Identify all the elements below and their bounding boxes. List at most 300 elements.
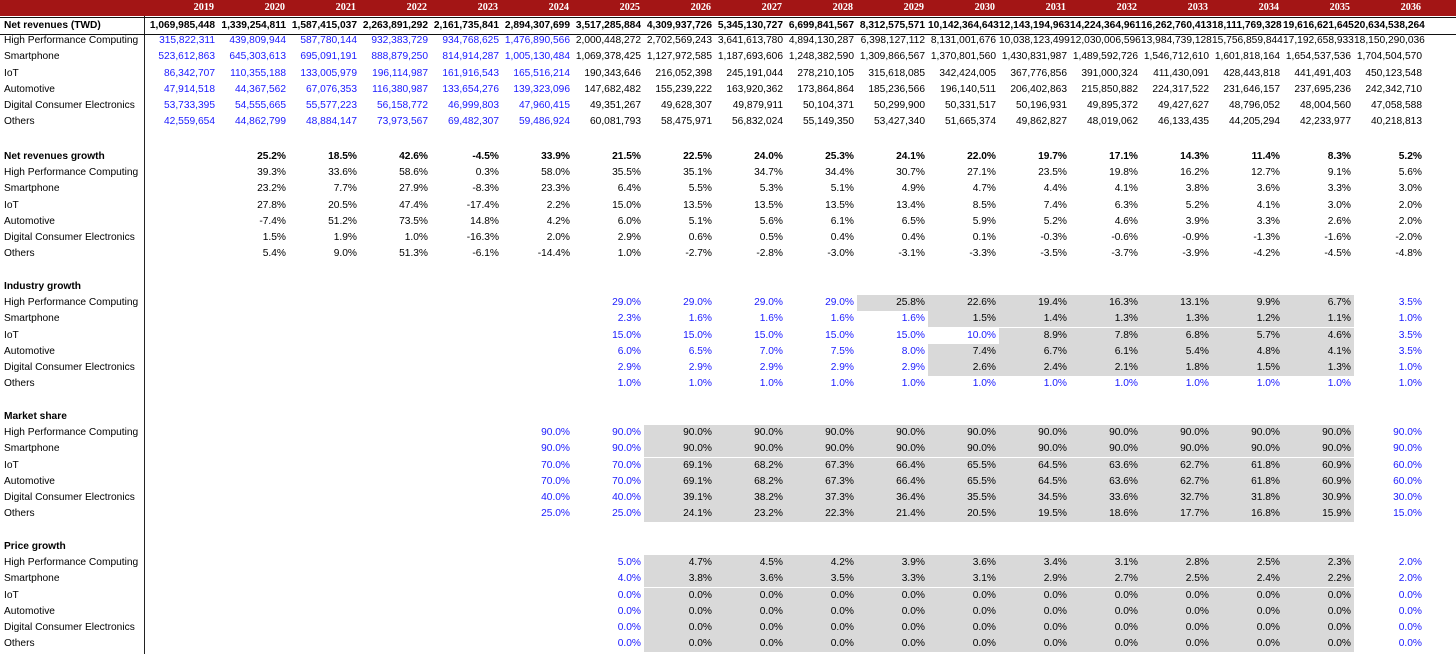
cell-2019[interactable] (145, 376, 218, 392)
cell-2024[interactable]: 33.9% (541, 151, 570, 162)
cell-2032[interactable]: -3.7% (1111, 248, 1138, 260)
cell-2025[interactable]: 35.5% (612, 167, 641, 179)
cell-2019[interactable] (145, 230, 218, 246)
cell-2035[interactable]: 19,616,621,645 (1283, 20, 1354, 31)
cell-2019[interactable] (145, 474, 218, 490)
cell-2020[interactable]: 1.5% (262, 232, 286, 243)
cell-2030[interactable]: 90.0% (928, 441, 999, 457)
cell-2019[interactable] (145, 555, 218, 571)
cell-2030[interactable]: 3.6% (928, 555, 999, 571)
cell-2023[interactable] (431, 588, 502, 604)
cell-2035[interactable]: 1.0% (1327, 378, 1351, 390)
cell-2027[interactable]: 0.0% (715, 636, 786, 652)
cell-2026[interactable]: 6.5% (688, 345, 712, 357)
cell-2032[interactable]: 0.0% (1070, 604, 1141, 620)
cell-2023[interactable]: -4.5% (472, 151, 499, 162)
cell-2032[interactable]: 63.6% (1070, 474, 1141, 490)
cell-2023[interactable]: 2,161,735,841 (433, 20, 499, 31)
cell-2032[interactable]: 17.1% (1109, 151, 1138, 162)
cell-2028[interactable]: 1.6% (830, 313, 854, 325)
row-label[interactable]: Others (4, 638, 35, 650)
row-label[interactable]: High Performance Computing (4, 167, 139, 179)
cell-2026[interactable]: 2,702,569,243 (646, 35, 712, 47)
cell-2034[interactable]: 61.8% (1212, 458, 1283, 474)
row-label[interactable]: IoT (4, 199, 19, 211)
cell-2022[interactable]: 932,383,729 (371, 35, 428, 47)
cell-2024[interactable] (502, 328, 573, 344)
cell-2021[interactable]: 587,780,144 (300, 35, 357, 47)
cell-2036[interactable]: 47,058,588 (1371, 100, 1422, 111)
cell-2024[interactable]: 139,323,096 (513, 83, 570, 95)
cell-2036[interactable]: 90.0% (1393, 443, 1422, 455)
cell-2030[interactable]: 2.6% (928, 360, 999, 376)
cell-2032[interactable]: 7.8% (1070, 328, 1141, 344)
cell-2032[interactable]: 0.0% (1070, 636, 1141, 652)
cell-2036[interactable]: 3.5% (1398, 345, 1422, 357)
cell-2025[interactable]: 6.0% (617, 345, 641, 357)
cell-2024[interactable] (502, 571, 573, 587)
cell-2023[interactable]: 814,914,287 (442, 51, 499, 63)
cell-2029[interactable]: -3.1% (898, 248, 925, 260)
cell-2026[interactable]: 69.1% (644, 458, 715, 474)
cell-2026[interactable]: -2.7% (685, 248, 712, 260)
row-label[interactable]: Others (4, 116, 35, 128)
cell-2031[interactable]: -3.5% (1040, 248, 1067, 260)
cell-2027[interactable]: 1.0% (759, 378, 783, 390)
cell-2028[interactable]: 1,248,382,590 (788, 51, 854, 63)
row-label[interactable]: Smartphone (4, 183, 60, 195)
cell-2032[interactable]: 1.0% (1114, 378, 1138, 390)
cell-2030[interactable]: -3.3% (969, 248, 996, 260)
cell-2025[interactable]: 70.0% (612, 475, 641, 487)
cell-2029[interactable]: 0.0% (857, 636, 928, 652)
cell-2021[interactable] (289, 571, 360, 587)
cell-2021[interactable] (289, 328, 360, 344)
cell-2031[interactable]: 12,143,194,963 (999, 20, 1070, 31)
cell-2036[interactable]: 0.0% (1398, 622, 1422, 633)
cell-2024[interactable] (502, 555, 573, 571)
cell-2031[interactable]: 19.5% (999, 506, 1070, 522)
cell-2035[interactable]: -1.6% (1324, 232, 1351, 243)
cell-2027[interactable]: 1,187,693,606 (717, 51, 783, 63)
cell-2035[interactable]: 441,491,403 (1294, 67, 1351, 79)
cell-2033[interactable]: 6.8% (1141, 328, 1212, 344)
cell-2033[interactable]: 90.0% (1141, 425, 1212, 441)
cell-2022[interactable] (360, 311, 431, 327)
cell-2028[interactable]: 173,864,864 (797, 83, 854, 95)
cell-2031[interactable]: 1.4% (999, 311, 1070, 327)
year-header-2019[interactable]: 2019 (193, 2, 214, 13)
cell-2019[interactable] (145, 198, 218, 214)
cell-2026[interactable]: 0.0% (644, 588, 715, 604)
cell-2022[interactable] (360, 555, 431, 571)
cell-2028[interactable]: 5.1% (830, 183, 854, 195)
year-header-2026[interactable]: 2026 (690, 2, 711, 13)
cell-2035[interactable]: 2.6% (1327, 215, 1351, 227)
cell-2027[interactable]: 34.7% (754, 167, 783, 179)
cell-2034[interactable]: 2.5% (1212, 555, 1283, 571)
cell-2036[interactable]: -2.0% (1395, 232, 1422, 243)
cell-2032[interactable]: 16.3% (1070, 295, 1141, 311)
row-label[interactable]: IoT (4, 459, 19, 471)
cell-2036[interactable]: 40,218,813 (1371, 116, 1422, 128)
cell-2023[interactable]: 46,999,803 (448, 100, 499, 111)
cell-2026[interactable]: 15.0% (683, 329, 712, 341)
cell-2021[interactable] (289, 506, 360, 522)
cell-2030[interactable]: 1,370,801,560 (930, 51, 996, 63)
cell-2024[interactable]: 2,894,307,699 (504, 20, 570, 31)
cell-2036[interactable]: 15.0% (1393, 508, 1422, 520)
cell-2033[interactable]: 0.0% (1141, 604, 1212, 620)
cell-2036[interactable]: 3.5% (1398, 297, 1422, 309)
cell-2031[interactable]: -0.3% (1040, 232, 1067, 243)
cell-2030[interactable]: 7.4% (928, 344, 999, 360)
year-header-2028[interactable]: 2028 (832, 2, 853, 13)
row-label[interactable]: Digital Consumer Electronics (4, 622, 135, 633)
cell-2032[interactable]: 0.0% (1070, 588, 1141, 604)
cell-2028[interactable]: 15.0% (825, 329, 854, 341)
cell-2024[interactable] (502, 636, 573, 652)
cell-2036[interactable]: 20,634,538,264 (1354, 20, 1425, 31)
cell-2019[interactable] (145, 441, 218, 457)
cell-2033[interactable]: -3.9% (1182, 248, 1209, 260)
cell-2020[interactable] (218, 295, 289, 311)
cell-2023[interactable] (431, 458, 502, 474)
cell-2022[interactable]: 27.9% (399, 183, 428, 195)
cell-2025[interactable]: 147,682,482 (584, 83, 641, 95)
cell-2035[interactable]: 3.0% (1327, 199, 1351, 211)
cell-2025[interactable]: 15.0% (612, 329, 641, 341)
cell-2036[interactable]: 2.0% (1398, 573, 1422, 585)
cell-2030[interactable]: 51,665,374 (945, 116, 996, 128)
cell-2021[interactable]: 133,005,979 (300, 67, 357, 79)
cell-2020[interactable]: 44,367,562 (235, 83, 286, 95)
cell-2025[interactable]: 90.0% (612, 443, 641, 455)
cell-2027[interactable]: 4.5% (715, 555, 786, 571)
cell-2033[interactable]: 411,430,091 (1153, 67, 1209, 79)
cell-2025[interactable]: 49,351,267 (590, 100, 641, 111)
cell-2025[interactable]: 2.9% (617, 232, 641, 243)
cell-2027[interactable]: 0.0% (715, 588, 786, 604)
cell-2027[interactable]: 68.2% (715, 458, 786, 474)
cell-2036[interactable]: 450,123,548 (1365, 67, 1422, 79)
cell-2023[interactable] (431, 636, 502, 652)
cell-2029[interactable]: 0.0% (857, 604, 928, 620)
cell-2020[interactable] (218, 506, 289, 522)
row-label[interactable]: Smartphone (4, 313, 60, 325)
cell-2036[interactable]: 90.0% (1393, 427, 1422, 439)
cell-2026[interactable]: 90.0% (644, 441, 715, 457)
cell-2021[interactable] (289, 555, 360, 571)
cell-2034[interactable]: 1.5% (1212, 360, 1283, 376)
cell-2029[interactable]: 25.8% (857, 295, 928, 311)
cell-2025[interactable]: 40.0% (612, 492, 641, 503)
cell-2019[interactable] (145, 311, 218, 327)
cell-2024[interactable]: -14.4% (537, 248, 570, 260)
cell-2034[interactable]: 12.7% (1251, 167, 1280, 179)
year-header-2031[interactable]: 2031 (1045, 2, 1066, 13)
cell-2019[interactable]: 315,822,311 (159, 35, 215, 47)
cell-2033[interactable]: 0.0% (1141, 620, 1212, 636)
cell-2024[interactable] (502, 604, 573, 620)
cell-2028[interactable]: -3.0% (827, 248, 854, 260)
cell-2030[interactable]: 342,424,005 (939, 67, 996, 79)
cell-2027[interactable]: 0.0% (715, 620, 786, 636)
cell-2021[interactable]: 18.5% (328, 151, 357, 162)
cell-2034[interactable]: 1,601,818,164 (1214, 51, 1280, 63)
cell-2022[interactable] (360, 441, 431, 457)
cell-2032[interactable]: 18.6% (1070, 506, 1141, 522)
cell-2029[interactable]: 315,618,085 (868, 67, 925, 79)
cell-2028[interactable]: 67.3% (786, 474, 857, 490)
year-header-2035[interactable]: 2035 (1329, 2, 1350, 13)
cell-2029[interactable]: 13.4% (896, 199, 925, 211)
cell-2033[interactable]: 1.3% (1141, 311, 1212, 327)
cell-2030[interactable]: 0.0% (928, 636, 999, 652)
cell-2019[interactable] (145, 458, 218, 474)
cell-2029[interactable]: 36.4% (857, 490, 928, 506)
cell-2027[interactable]: 29.0% (754, 297, 783, 309)
cell-2024[interactable]: 47,960,415 (519, 100, 570, 111)
cell-2032[interactable]: 6.3% (1114, 199, 1138, 211)
cell-2025[interactable]: 21.5% (612, 151, 641, 162)
cell-2031[interactable]: 2.9% (999, 571, 1070, 587)
cell-2019[interactable]: 42,559,654 (164, 116, 215, 128)
cell-2035[interactable]: 0.0% (1283, 620, 1354, 636)
cell-2033[interactable]: 46,133,435 (1158, 116, 1209, 128)
cell-2028[interactable]: 0.0% (786, 604, 857, 620)
cell-2033[interactable]: 3.8% (1185, 183, 1209, 195)
cell-2036[interactable]: 0.0% (1398, 589, 1422, 601)
cell-2020[interactable]: 39.3% (257, 167, 286, 179)
cell-2033[interactable]: 5.4% (1141, 344, 1212, 360)
cell-2032[interactable]: 4.1% (1114, 183, 1138, 195)
cell-2034[interactable]: 0.0% (1212, 620, 1283, 636)
cell-2021[interactable]: 51.2% (328, 215, 357, 227)
cell-2022[interactable]: 196,114,987 (372, 67, 428, 79)
cell-2021[interactable] (289, 311, 360, 327)
cell-2022[interactable]: 116,380,987 (372, 83, 428, 95)
cell-2025[interactable]: 1.0% (617, 378, 641, 390)
cell-2026[interactable]: 58,475,971 (661, 116, 712, 128)
row-label[interactable]: Others (4, 508, 35, 520)
cell-2023[interactable] (431, 311, 502, 327)
cell-2026[interactable]: 22.5% (683, 151, 712, 162)
cell-2035[interactable]: 90.0% (1283, 441, 1354, 457)
cell-2029[interactable]: 3.3% (857, 571, 928, 587)
cell-2033[interactable]: 16.2% (1180, 167, 1209, 179)
cell-2033[interactable]: 2.5% (1141, 571, 1212, 587)
cell-2036[interactable]: 242,342,710 (1365, 83, 1422, 95)
cell-2021[interactable] (289, 604, 360, 620)
row-label[interactable]: High Performance Computing (4, 557, 139, 569)
cell-2034[interactable]: 0.0% (1212, 636, 1283, 652)
cell-2032[interactable]: 3.1% (1070, 555, 1141, 571)
cell-2028[interactable]: 13.5% (825, 199, 854, 211)
year-header-2027[interactable]: 2027 (761, 2, 782, 13)
cell-2029[interactable]: 0.0% (857, 588, 928, 604)
cell-2029[interactable]: 8.0% (901, 345, 925, 357)
cell-2025[interactable]: 90.0% (612, 427, 641, 439)
cell-2021[interactable] (289, 425, 360, 441)
cell-2025[interactable]: 190,343,646 (584, 67, 641, 79)
cell-2029[interactable]: 6.5% (901, 215, 925, 227)
cell-2024[interactable] (502, 620, 573, 636)
cell-2036[interactable]: -4.8% (1395, 248, 1422, 260)
cell-2031[interactable]: 7.4% (1043, 199, 1067, 211)
cell-2026[interactable]: 90.0% (644, 425, 715, 441)
cell-2023[interactable]: 934,768,625 (442, 35, 499, 47)
cell-2022[interactable] (360, 295, 431, 311)
cell-2031[interactable]: 4.4% (1043, 183, 1067, 195)
cell-2028[interactable]: 2.9% (830, 362, 854, 373)
cell-2032[interactable]: 48,019,062 (1087, 116, 1138, 128)
row-label[interactable]: Smartphone (4, 573, 60, 585)
cell-2024[interactable]: 1,005,130,484 (504, 51, 570, 63)
cell-2033[interactable]: 13,984,739,128 (1141, 35, 1212, 47)
cell-2019[interactable] (145, 149, 218, 165)
cell-2026[interactable]: 4.7% (644, 555, 715, 571)
row-label[interactable]: Smartphone (4, 51, 60, 63)
cell-2027[interactable]: 7.0% (759, 345, 783, 357)
cell-2019[interactable] (145, 425, 218, 441)
cell-2035[interactable]: 90.0% (1283, 425, 1354, 441)
cell-2020[interactable] (218, 328, 289, 344)
row-label[interactable]: Price growth (4, 541, 66, 552)
cell-2032[interactable]: 215,850,882 (1081, 83, 1138, 95)
cell-2033[interactable]: 13.1% (1141, 295, 1212, 311)
cell-2020[interactable] (218, 636, 289, 652)
cell-2019[interactable] (145, 360, 218, 376)
cell-2020[interactable] (218, 588, 289, 604)
cell-2024[interactable]: 2.2% (546, 199, 570, 211)
cell-2035[interactable]: 60.9% (1283, 458, 1354, 474)
row-label[interactable]: Automotive (4, 475, 55, 487)
cell-2022[interactable] (360, 474, 431, 490)
cell-2026[interactable]: 0.6% (688, 232, 712, 243)
cell-2024[interactable]: 59,486,924 (519, 116, 570, 128)
cell-2034[interactable]: 44,205,294 (1229, 116, 1280, 128)
cell-2026[interactable]: 24.1% (644, 506, 715, 522)
cell-2025[interactable]: 1.0% (617, 248, 641, 260)
cell-2023[interactable] (431, 474, 502, 490)
cell-2020[interactable] (218, 490, 289, 506)
cell-2035[interactable]: 42,233,977 (1300, 116, 1351, 128)
cell-2025[interactable]: 0.0% (617, 638, 641, 650)
year-header-2021[interactable]: 2021 (335, 2, 356, 13)
cell-2035[interactable]: 2.3% (1283, 555, 1354, 571)
cell-2035[interactable]: 1.1% (1283, 311, 1354, 327)
year-header-2034[interactable]: 2034 (1258, 2, 1279, 13)
cell-2030[interactable]: 3.1% (928, 571, 999, 587)
cell-2031[interactable]: 6.7% (999, 344, 1070, 360)
cell-2032[interactable]: 1.3% (1070, 311, 1141, 327)
cell-2020[interactable]: 645,303,613 (229, 51, 286, 63)
cell-2036[interactable]: 1.0% (1398, 378, 1422, 390)
cell-2022[interactable] (360, 490, 431, 506)
cell-2028[interactable]: 67.3% (786, 458, 857, 474)
cell-2022[interactable] (360, 506, 431, 522)
cell-2034[interactable]: 0.0% (1212, 588, 1283, 604)
cell-2030[interactable]: 8,131,001,676 (930, 35, 996, 47)
cell-2022[interactable]: 51.3% (399, 248, 428, 260)
cell-2024[interactable]: 165,516,214 (513, 67, 570, 79)
cell-2034[interactable]: 4.1% (1256, 199, 1280, 211)
cell-2023[interactable] (431, 344, 502, 360)
cell-2025[interactable]: 25.0% (612, 508, 641, 520)
year-header-2022[interactable]: 2022 (406, 2, 427, 13)
row-label[interactable]: Industry growth (4, 281, 81, 292)
cell-2034[interactable]: 16.8% (1212, 506, 1283, 522)
cell-2035[interactable]: 4.1% (1283, 344, 1354, 360)
row-label[interactable]: Others (4, 378, 35, 390)
cell-2032[interactable]: 49,895,372 (1087, 100, 1138, 111)
cell-2027[interactable]: 5,345,130,727 (717, 20, 783, 31)
cell-2021[interactable] (289, 620, 360, 636)
cell-2020[interactable] (218, 360, 289, 376)
cell-2029[interactable]: 6,398,127,112 (860, 35, 925, 47)
cell-2033[interactable]: 16,262,760,413 (1141, 20, 1212, 31)
cell-2035[interactable]: 2.2% (1283, 571, 1354, 587)
cell-2026[interactable]: 4,309,937,726 (646, 20, 712, 31)
cell-2034[interactable]: 9.9% (1212, 295, 1283, 311)
row-label[interactable]: High Performance Computing (4, 427, 139, 439)
cell-2020[interactable] (218, 571, 289, 587)
cell-2035[interactable]: 0.0% (1283, 636, 1354, 652)
cell-2027[interactable]: -2.8% (756, 248, 783, 260)
cell-2030[interactable]: 5.9% (972, 215, 996, 227)
cell-2025[interactable]: 6.0% (617, 215, 641, 227)
cell-2025[interactable]: 0.0% (617, 589, 641, 601)
cell-2028[interactable]: 0.0% (786, 620, 857, 636)
cell-2034[interactable]: 231,646,157 (1223, 83, 1280, 95)
cell-2031[interactable]: 8.9% (999, 328, 1070, 344)
cell-2034[interactable]: 3.3% (1256, 215, 1280, 227)
cell-2034[interactable]: 5.7% (1212, 328, 1283, 344)
cell-2029[interactable]: 185,236,566 (868, 83, 925, 95)
cell-2030[interactable]: 20.5% (928, 506, 999, 522)
cell-2024[interactable]: 90.0% (541, 427, 570, 439)
cell-2019[interactable]: 523,612,863 (158, 51, 215, 63)
cell-2034[interactable]: 11.4% (1251, 151, 1280, 162)
cell-2026[interactable]: 0.0% (644, 636, 715, 652)
cell-2027[interactable]: 3.6% (715, 571, 786, 587)
cell-2023[interactable] (431, 555, 502, 571)
cell-2021[interactable]: 67,076,353 (306, 83, 357, 95)
cell-2024[interactable] (502, 588, 573, 604)
cell-2021[interactable] (289, 295, 360, 311)
cell-2019[interactable] (145, 588, 218, 604)
cell-2022[interactable]: 888,879,250 (371, 51, 428, 63)
cell-2032[interactable]: 4.6% (1114, 215, 1138, 227)
cell-2036[interactable]: 2.0% (1398, 557, 1422, 569)
cell-2022[interactable]: 2,263,891,292 (362, 20, 428, 31)
row-label[interactable]: IoT (4, 67, 19, 79)
cell-2028[interactable]: 1.0% (830, 378, 854, 390)
cell-2032[interactable]: 14,224,364,961 (1070, 20, 1141, 31)
cell-2026[interactable]: 155,239,222 (655, 83, 712, 95)
cell-2028[interactable]: 278,210,105 (797, 67, 854, 79)
cell-2022[interactable] (360, 425, 431, 441)
year-header-2025[interactable]: 2025 (619, 2, 640, 13)
cell-2024[interactable] (502, 344, 573, 360)
cell-2019[interactable] (145, 295, 218, 311)
cell-2036[interactable]: 3.0% (1398, 183, 1422, 195)
cell-2027[interactable]: 68.2% (715, 474, 786, 490)
cell-2021[interactable]: 7.7% (333, 183, 357, 195)
cell-2024[interactable] (502, 376, 573, 392)
cell-2023[interactable]: -6.1% (472, 248, 499, 260)
